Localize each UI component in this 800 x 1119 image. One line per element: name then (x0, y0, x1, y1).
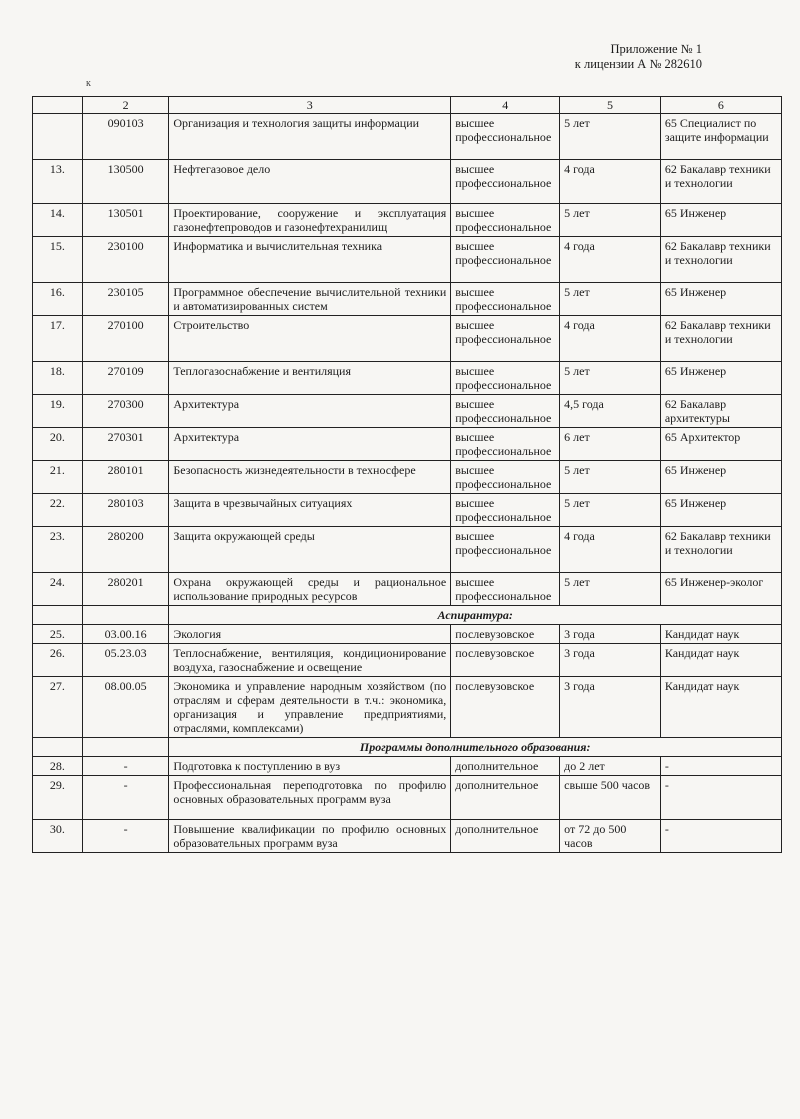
study-term: 5 лет (560, 573, 661, 606)
education-level: высшее профессиональное (451, 461, 560, 494)
table-row (33, 428, 782, 461)
program-name: Экономика и управление народным хозяйством (по отраслям и сферам деятельности в т.ч.: экономика, организация и управление предприятиями, отраслями, комплексами) (169, 677, 451, 738)
section-heading: Программы дополнительного образования: (169, 738, 782, 757)
column-number: 5 (560, 97, 661, 114)
education-level: дополнительное (451, 776, 560, 820)
qualification: 62 Бакалавр техники и технологии (660, 527, 781, 573)
qualification: - (660, 757, 781, 776)
column-number: 6 (660, 97, 781, 114)
row-number: 16. (33, 283, 83, 316)
empty-cell (33, 606, 83, 625)
qualification: - (660, 820, 781, 853)
qualification: 65 Инженер (660, 283, 781, 316)
program-code: 08.00.05 (82, 677, 169, 738)
education-level: высшее профессиональное (451, 527, 560, 573)
program-name: Защита в чрезвычайных ситуациях (169, 494, 451, 527)
row-number: 27. (33, 677, 83, 738)
program-code: - (82, 820, 169, 853)
study-term: 5 лет (560, 362, 661, 395)
education-level: высшее профессиональное (451, 395, 560, 428)
table-row (33, 204, 782, 237)
education-level: дополнительное (451, 757, 560, 776)
program-code: - (82, 776, 169, 820)
qualification: Кандидат наук (660, 677, 781, 738)
qualification: Кандидат наук (660, 644, 781, 677)
row-number: 20. (33, 428, 83, 461)
table-row (33, 316, 782, 362)
program-code: 280201 (82, 573, 169, 606)
qualification: 62 Бакалавр техники и технологии (660, 316, 781, 362)
education-level: высшее профессиональное (451, 428, 560, 461)
study-term: свыше 500 часов (560, 776, 661, 820)
qualification: 65 Специалист по защите информации (660, 114, 781, 160)
study-term: 3 года (560, 644, 661, 677)
program-name: Профессиональная переподготовка по профилю основных образовательных программ вуза (169, 776, 451, 820)
study-term: 5 лет (560, 204, 661, 237)
table-row (33, 237, 782, 283)
qualification: 62 Бакалавр техники и технологии (660, 160, 781, 204)
study-term: 5 лет (560, 494, 661, 527)
qualification: 65 Инженер (660, 461, 781, 494)
qualification: - (660, 776, 781, 820)
section-heading: Аспирантура: (169, 606, 782, 625)
table-row (33, 283, 782, 316)
study-term: 4 года (560, 527, 661, 573)
row-number: 15. (33, 237, 83, 283)
program-code: 230100 (82, 237, 169, 283)
row-number: 28. (33, 757, 83, 776)
column-number-row (33, 97, 782, 114)
study-term: 4 года (560, 316, 661, 362)
table-row (33, 160, 782, 204)
program-name: Охрана окружающей среды и рациональное использование природных ресурсов (169, 573, 451, 606)
empty-cell (33, 738, 83, 757)
table-row (33, 776, 782, 820)
program-code: 03.00.16 (82, 625, 169, 644)
table-row (33, 461, 782, 494)
program-code: 280101 (82, 461, 169, 494)
program-name: Безопасность жизнедеятельности в техносфере (169, 461, 451, 494)
qualification: 65 Инженер (660, 494, 781, 527)
table-row (33, 757, 782, 776)
study-term: 5 лет (560, 283, 661, 316)
education-level: высшее профессиональное (451, 494, 560, 527)
programs-table (32, 96, 782, 853)
table-row (33, 362, 782, 395)
qualification: 65 Инженер (660, 204, 781, 237)
program-name: Организация и технология защиты информации (169, 114, 451, 160)
program-name: Программное обеспечение вычислительной техники и автоматизированных систем (169, 283, 451, 316)
row-number: 22. (33, 494, 83, 527)
program-name: Информатика и вычислительная техника (169, 237, 451, 283)
qualification: 65 Архитектор (660, 428, 781, 461)
education-level: послевузовское (451, 625, 560, 644)
row-number: 23. (33, 527, 83, 573)
table-row (33, 573, 782, 606)
column-number (33, 97, 83, 114)
program-code: 270301 (82, 428, 169, 461)
table-row (33, 644, 782, 677)
education-level: высшее профессиональное (451, 362, 560, 395)
section-row (33, 606, 782, 625)
education-level: высшее профессиональное (451, 283, 560, 316)
program-name: Проектирование, сооружение и эксплуатация газонефтепроводов и газонефтехранилищ (169, 204, 451, 237)
program-code: 130500 (82, 160, 169, 204)
table-row (33, 625, 782, 644)
education-level: высшее профессиональное (451, 114, 560, 160)
program-name: Теплоснабжение, вентиляция, кондиционирование воздуха, газоснабжение и освещение (169, 644, 451, 677)
row-number: 24. (33, 573, 83, 606)
study-term: 4,5 года (560, 395, 661, 428)
table-row (33, 820, 782, 853)
program-name: Архитектура (169, 428, 451, 461)
section-row (33, 738, 782, 757)
study-term: 4 года (560, 237, 661, 283)
program-code: 090103 (82, 114, 169, 160)
study-term: до 2 лет (560, 757, 661, 776)
program-code: 280103 (82, 494, 169, 527)
education-level: послевузовское (451, 677, 560, 738)
row-number: 29. (33, 776, 83, 820)
license-header (575, 42, 702, 72)
qualification: 62 Бакалавр техники и технологии (660, 237, 781, 283)
study-term: 6 лет (560, 428, 661, 461)
qualification: Кандидат наук (660, 625, 781, 644)
row-number (33, 114, 83, 160)
page-mark: к (86, 78, 91, 89)
program-code: 230105 (82, 283, 169, 316)
program-code: 05.23.03 (82, 644, 169, 677)
program-name: Экология (169, 625, 451, 644)
appendix-title: Приложение № 1 (610, 42, 702, 56)
row-number: 13. (33, 160, 83, 204)
program-code: 130501 (82, 204, 169, 237)
program-name: Подготовка к поступлению в вуз (169, 757, 451, 776)
education-level: высшее профессиональное (451, 204, 560, 237)
table-row (33, 527, 782, 573)
license-number: к лицензии А № 282610 (574, 57, 702, 71)
empty-cell (82, 606, 169, 625)
program-name: Повышение квалификации по профилю основных образовательных программ вуза (169, 820, 451, 853)
qualification: 65 Инженер (660, 362, 781, 395)
table-row (33, 494, 782, 527)
table-row (33, 677, 782, 738)
study-term: 3 года (560, 625, 661, 644)
study-term: от 72 до 500 часов (560, 820, 661, 853)
program-code: - (82, 757, 169, 776)
program-name: Архитектура (169, 395, 451, 428)
table-row (33, 395, 782, 428)
column-number: 3 (169, 97, 451, 114)
column-number: 2 (82, 97, 169, 114)
education-level: дополнительное (451, 820, 560, 853)
row-number: 17. (33, 316, 83, 362)
program-code: 270300 (82, 395, 169, 428)
qualification: 65 Инженер-эколог (660, 573, 781, 606)
study-term: 4 года (560, 160, 661, 204)
qualification: 62 Бакалавр архитектуры (660, 395, 781, 428)
empty-cell (82, 738, 169, 757)
study-term: 5 лет (560, 114, 661, 160)
row-number: 21. (33, 461, 83, 494)
row-number: 19. (33, 395, 83, 428)
row-number: 25. (33, 625, 83, 644)
program-code: 280200 (82, 527, 169, 573)
row-number: 30. (33, 820, 83, 853)
table-row (33, 114, 782, 160)
program-name: Защита окружающей среды (169, 527, 451, 573)
row-number: 14. (33, 204, 83, 237)
row-number: 18. (33, 362, 83, 395)
study-term: 3 года (560, 677, 661, 738)
program-code: 270109 (82, 362, 169, 395)
program-name: Строительство (169, 316, 451, 362)
study-term: 5 лет (560, 461, 661, 494)
education-level: высшее профессиональное (451, 316, 560, 362)
row-number: 26. (33, 644, 83, 677)
program-name: Теплогазоснабжение и вентиляция (169, 362, 451, 395)
education-level: высшее профессиональное (451, 160, 560, 204)
education-level: высшее профессиональное (451, 573, 560, 606)
education-level: высшее профессиональное (451, 237, 560, 283)
column-number: 4 (451, 97, 560, 114)
program-name: Нефтегазовое дело (169, 160, 451, 204)
education-level: послевузовское (451, 644, 560, 677)
program-code: 270100 (82, 316, 169, 362)
